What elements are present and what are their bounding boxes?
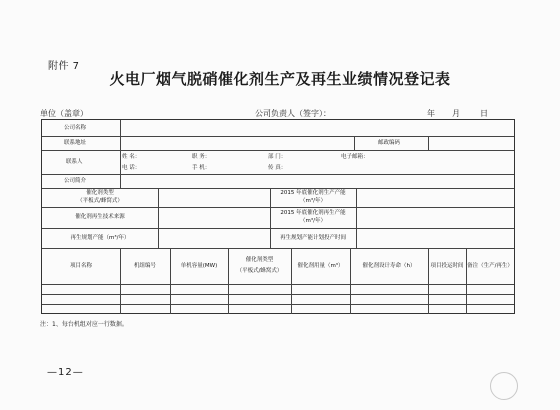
col-header-catalyst-type-sub: （平板式/蜂窝式） bbox=[236, 268, 283, 274]
mobile-label: 手 机： bbox=[192, 165, 211, 171]
col-divider bbox=[291, 248, 292, 314]
row-divider bbox=[42, 294, 514, 295]
col-divider bbox=[158, 188, 159, 248]
col-header-unit-no: 机组编号 bbox=[133, 263, 156, 269]
company-name-label: 公司名称 bbox=[64, 125, 87, 131]
col-divider bbox=[350, 248, 351, 314]
email-label: 电子邮箱： bbox=[341, 154, 369, 160]
regen-plan-time-label: 再生规划产能计划投产时间 bbox=[279, 235, 346, 241]
col-header-remarks: 备注（生产/再生） bbox=[467, 263, 513, 269]
col-header-catalyst-amount: 催化剂用量（m³） bbox=[297, 263, 344, 269]
responsible-signature-label: 公司负责人（签字）： bbox=[255, 109, 331, 118]
document-title: 火电厂烟气脱硝催化剂生产及再生业绩情况登记表 bbox=[109, 70, 451, 88]
col-header-project: 项目名称 bbox=[69, 263, 92, 269]
col-header-catalyst-type: 催化剂类型 bbox=[245, 257, 274, 263]
postcode-label: 邮政编码 bbox=[378, 140, 401, 146]
row-divider bbox=[42, 228, 514, 229]
capacity-2015-label: 2015 年底催化剂生产产能 bbox=[280, 190, 346, 196]
catalyst-type-label: 催化剂类型 bbox=[86, 190, 114, 196]
fax-label: 传 真： bbox=[268, 165, 287, 171]
col-header-commission-time: 项目投运时间 bbox=[430, 263, 464, 269]
col-divider bbox=[120, 248, 121, 314]
position-label: 职 务： bbox=[192, 154, 211, 160]
col-divider bbox=[170, 248, 171, 314]
name-label: 姓 名： bbox=[122, 154, 141, 160]
col-divider bbox=[354, 136, 355, 150]
catalyst-type-sub-label: （平板式/蜂窝式） bbox=[77, 198, 123, 204]
page-number: —12— bbox=[47, 367, 84, 378]
row-divider bbox=[42, 304, 514, 305]
row-divider bbox=[42, 207, 514, 208]
footnote: 注：1、每台机组对应一行数据。 bbox=[40, 321, 128, 328]
row-divider bbox=[42, 174, 514, 175]
row-divider bbox=[42, 136, 514, 137]
row-divider bbox=[42, 284, 514, 285]
col-divider bbox=[356, 188, 357, 248]
row-divider bbox=[42, 248, 514, 249]
department-label: 部 门： bbox=[268, 154, 287, 160]
col-divider bbox=[120, 120, 121, 188]
year-label: 年 bbox=[427, 109, 435, 118]
address-label: 联系地址 bbox=[64, 140, 87, 146]
company-profile-label: 公司简介 bbox=[64, 178, 87, 184]
day-label: 日 bbox=[480, 109, 488, 118]
col-header-capacity: 单机容量(MW) bbox=[180, 263, 218, 269]
contact-label: 联系人 bbox=[66, 159, 83, 165]
phone-label: 电 话： bbox=[122, 165, 141, 171]
capacity-unit-label: （m³/年） bbox=[300, 198, 326, 204]
col-divider bbox=[428, 248, 429, 314]
regen-plan-label: 再生规划产能（m³/年） bbox=[70, 235, 130, 241]
unit-seal-label: 单位（盖章） bbox=[40, 109, 88, 118]
col-divider bbox=[466, 248, 467, 314]
month-label: 月 bbox=[452, 109, 460, 118]
regen-capacity-unit-label: （m³/年） bbox=[300, 218, 326, 224]
watermark-seal-icon bbox=[490, 372, 518, 400]
registration-table bbox=[41, 119, 515, 314]
col-divider bbox=[428, 136, 429, 150]
regen-capacity-2015-label: 2015 年底催化剂再生产能 bbox=[280, 210, 346, 216]
row-divider bbox=[42, 150, 514, 151]
attachment-label: 附件 7 bbox=[48, 61, 80, 72]
regen-tech-label: 催化剂再生技术来源 bbox=[75, 214, 125, 220]
col-header-design-life: 催化剂设计寿命（h） bbox=[362, 263, 416, 269]
